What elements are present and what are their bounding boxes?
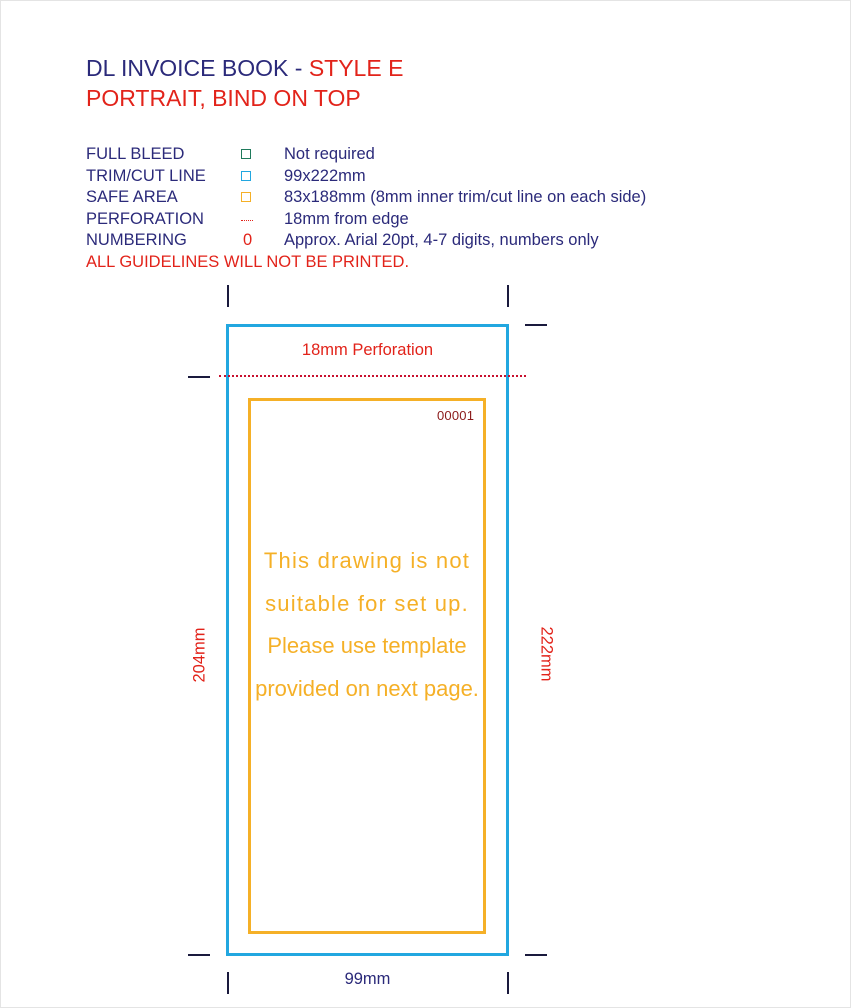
legend-description: Not required — [284, 145, 375, 163]
dimension-tick-right-top — [525, 324, 547, 326]
full-bleed-square-icon — [241, 149, 251, 159]
right-height-dimension-label: 222mm — [537, 626, 556, 682]
title-style: STYLE E — [308, 55, 404, 81]
page-subtitle: PORTRAIT, BIND ON TOP — [86, 85, 361, 111]
legend-label: PERFORATION — [86, 209, 204, 228]
safe-area-square-icon — [241, 192, 251, 202]
notice-line: provided on next page. — [255, 675, 479, 701]
page-title — [86, 54, 403, 82]
dimension-tick-left-bottom — [188, 954, 210, 956]
setup-notice — [248, 540, 486, 710]
guidelines-warning: ALL GUIDELINES WILL NOT BE PRINTED. — [86, 253, 410, 271]
dimension-tick-left-perforation — [188, 376, 210, 378]
legend-label: FULL BLEED — [86, 145, 185, 163]
sample-number: 00001 — [437, 408, 475, 423]
legend-label: NUMBERING — [86, 231, 187, 249]
notice-line: suitable for set up. — [265, 590, 469, 616]
title-main: DL INVOICE BOOK - — [86, 55, 309, 81]
legend-description: 18mm from edge — [284, 209, 409, 228]
legend-description: 83x188mm (8mm inner trim/cut line on each side) — [284, 188, 647, 206]
left-height-dimension-label: 204mm — [190, 627, 209, 683]
legend-label: TRIM/CUT LINE — [86, 166, 206, 185]
perforation-label: 18mm Perforation — [301, 341, 434, 359]
perforation-dotted-line-icon — [241, 220, 253, 221]
numbering-symbol: 0 — [243, 231, 253, 249]
dimension-tick-top-right — [507, 285, 509, 307]
legend-label: SAFE AREA — [86, 188, 178, 206]
notice-line: This drawing is not — [263, 548, 471, 573]
legend-description: 99x222mm — [284, 166, 366, 185]
perforation-line — [219, 375, 526, 377]
dimension-tick-top-left — [227, 285, 229, 307]
width-dimension-label: 99mm — [344, 970, 391, 988]
legend-description: Approx. Arial 20pt, 4-7 digits, numbers only — [284, 231, 599, 249]
trim-square-icon — [241, 171, 251, 181]
dimension-tick-right-bottom — [525, 954, 547, 956]
notice-line: Please use template — [267, 633, 467, 658]
